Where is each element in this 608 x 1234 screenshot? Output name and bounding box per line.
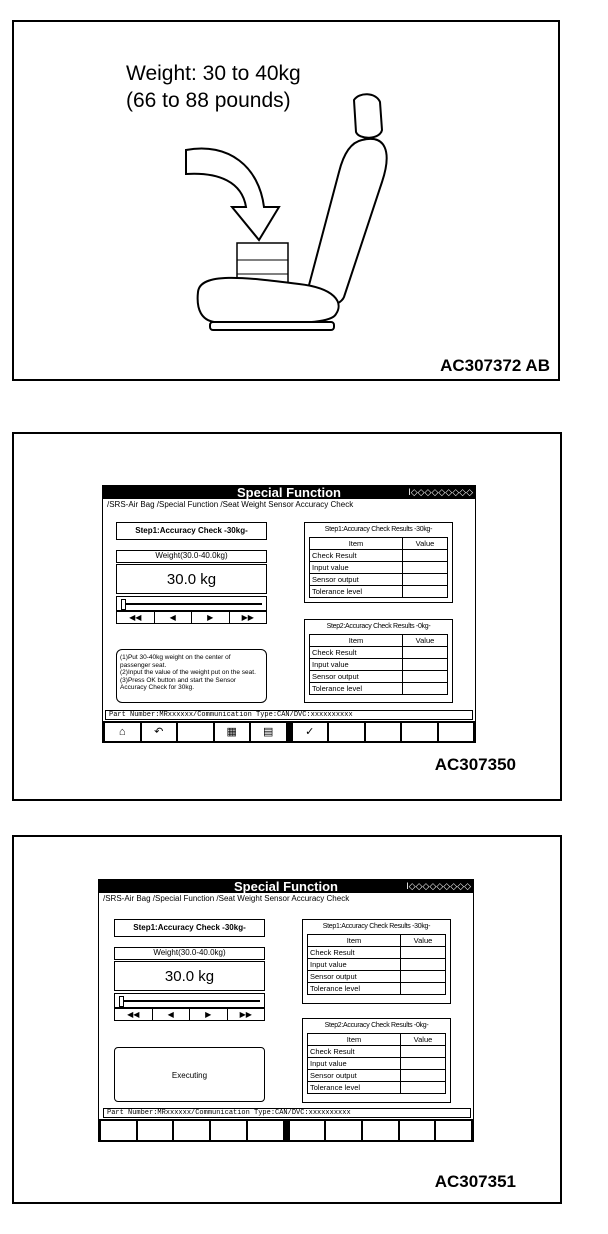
weight-line1: Weight: 30 to 40kg [126, 62, 301, 85]
weight-input[interactable]: 30.0 kg [116, 564, 267, 594]
results-step2-table [309, 634, 448, 695]
empty-button[interactable] [366, 723, 401, 741]
seat-illustration [14, 22, 562, 383]
table-row [310, 683, 448, 695]
title-bar [103, 486, 475, 499]
fast-back-button[interactable]: ◀◀ [117, 612, 155, 623]
table-row [310, 586, 448, 598]
help-button[interactable] [251, 723, 286, 741]
results-step1 [302, 919, 451, 1004]
home-button[interactable] [105, 723, 140, 741]
col-item: Item [310, 538, 403, 550]
mut-screen [102, 485, 476, 743]
slider-track [121, 603, 262, 605]
slider-track [119, 1000, 260, 1002]
forward-button[interactable]: ▶ [192, 612, 230, 623]
row-value [401, 1046, 446, 1058]
row-value [401, 959, 446, 971]
toolbar-separator [288, 723, 291, 741]
weight-slider[interactable] [114, 993, 265, 1008]
forward-button[interactable]: ▶ [190, 1009, 228, 1020]
title-bar [99, 880, 473, 893]
col-item: Item [310, 635, 403, 647]
instruction-line: Accuracy Check for 30kg. [120, 684, 195, 691]
row-label: Input value [308, 1058, 401, 1070]
table-row [308, 1058, 446, 1070]
row-label: Check Result [308, 1046, 401, 1058]
empty-button[interactable] [326, 1121, 361, 1140]
results-step1-title: Step1:Accuracy Check Results -30kg- [322, 923, 431, 930]
row-value [401, 1070, 446, 1082]
table-row [310, 659, 448, 671]
breadcrumb[interactable]: /SRS-Air Bag /Special Function /Seat Weight Sensor Accuracy Check [107, 500, 354, 509]
row-value [401, 1082, 446, 1094]
instruction-line: passenger seat. [120, 661, 167, 669]
return-icon: ↶ [154, 726, 164, 738]
table-row [308, 1046, 446, 1058]
row-value [403, 683, 448, 695]
results-step1 [304, 522, 453, 603]
weight-label: Weight(30.0-40.0kg) [116, 550, 267, 563]
status-bar: Part Number:MRxxxxxx/Communication Type:CAN/DVC:xxxxxxxxxx [105, 710, 473, 720]
empty-button[interactable] [329, 723, 364, 741]
row-value [403, 550, 448, 562]
table-row [310, 647, 448, 659]
table-row [310, 574, 448, 586]
toolbar-separator [285, 1121, 288, 1140]
nav-buttons [116, 611, 267, 624]
row-label: Tolerance level [310, 586, 403, 598]
empty-button[interactable] [138, 1121, 173, 1140]
executing-label: Executing [171, 1071, 208, 1080]
back-button[interactable]: ◀ [153, 1009, 191, 1020]
weight-line2: (66 to 88 pounds) [126, 89, 291, 112]
row-value [403, 586, 448, 598]
row-value [403, 659, 448, 671]
mut-screen [98, 879, 474, 1142]
screen-title: Special Function [236, 485, 341, 500]
col-value: Value [403, 538, 448, 550]
results-step2 [304, 619, 453, 703]
row-value [401, 971, 446, 983]
title-code: I◇◇◇◇◇◇◇◇◇ [406, 881, 471, 891]
results-step1-table [307, 934, 446, 995]
fast-forward-button[interactable]: ▶▶ [241, 613, 254, 622]
fast-back-button[interactable]: ◀◀ [115, 1009, 153, 1020]
document-icon: ▤ [263, 726, 274, 738]
col-item: Item [308, 935, 401, 947]
row-value [401, 983, 446, 995]
results-step1-table [309, 537, 448, 598]
step1-button[interactable]: Step1:Accuracy Check -30kg- [114, 919, 265, 937]
row-label: Tolerance level [308, 1082, 401, 1094]
empty-button[interactable] [400, 1121, 435, 1140]
nav-buttons [114, 1008, 265, 1021]
breadcrumb[interactable]: /SRS-Air Bag /Special Function /Seat Weight Sensor Accuracy Check [103, 894, 350, 903]
row-value [401, 947, 446, 959]
row-label: Tolerance level [308, 983, 401, 995]
return-button[interactable] [142, 723, 177, 741]
step1-button[interactable]: Step1:Accuracy Check -30kg- [116, 522, 267, 540]
ok-button[interactable] [293, 723, 328, 741]
instruction-line: (3)Press OK button and start the Sensor [120, 676, 236, 684]
row-label: Sensor output [310, 671, 403, 683]
figure-code: AC307372 AB [440, 356, 550, 375]
figure-screen-executing [12, 835, 562, 1204]
weight-label: Weight(30.0-40.0kg) [114, 947, 265, 960]
screen-title: Special Function [233, 879, 338, 894]
row-value [403, 647, 448, 659]
table-row [308, 983, 446, 995]
results-step2-table [307, 1033, 446, 1094]
figure-code: AC307351 [434, 1172, 516, 1191]
empty-button[interactable] [439, 723, 474, 741]
col-value: Value [401, 1034, 446, 1046]
instruction-line: (2)Input the value of the weight put on the seat. [120, 669, 256, 676]
instruction-line: (1)Put 30-40kg weight on the center of [120, 654, 231, 661]
row-label: Tolerance level [310, 683, 403, 695]
figure-screen-input [12, 432, 562, 801]
empty-button[interactable] [363, 1121, 398, 1140]
instructions [116, 649, 267, 703]
printer-icon: ▦ [226, 726, 237, 738]
results-step1-title: Step1:Accuracy Check Results -30kg- [324, 526, 433, 533]
row-value [403, 671, 448, 683]
results-step2-title: Step2:Accuracy Check Results -0kg- [326, 623, 431, 630]
row-value [403, 574, 448, 586]
table-row [310, 562, 448, 574]
empty-button[interactable] [290, 1121, 325, 1140]
col-value: Value [401, 935, 446, 947]
empty-button[interactable] [101, 1121, 136, 1140]
results-step2-title: Step2:Accuracy Check Results -0kg- [324, 1022, 429, 1029]
checkmark-icon: ✓ [305, 726, 315, 738]
row-label: Check Result [310, 647, 403, 659]
empty-button[interactable] [402, 723, 437, 741]
row-label: Check Result [308, 947, 401, 959]
col-item: Item [308, 1034, 401, 1046]
row-label: Input value [308, 959, 401, 971]
col-value: Value [403, 635, 448, 647]
weight-input[interactable]: 30.0 kg [114, 961, 265, 991]
table-row [308, 971, 446, 983]
empty-button[interactable] [178, 723, 213, 741]
title-code: I◇◇◇◇◇◇◇◇◇ [408, 487, 473, 497]
executing-panel [114, 1047, 265, 1102]
figure-seat-weight [12, 20, 560, 381]
fast-forward-button[interactable]: ▶▶ [239, 1010, 252, 1019]
bottom-toolbar [103, 721, 475, 743]
print-button[interactable] [215, 723, 250, 741]
slider-thumb[interactable] [121, 599, 126, 610]
row-label: Input value [310, 562, 403, 574]
row-label: Sensor output [308, 1070, 401, 1082]
table-row [308, 1070, 446, 1082]
empty-button[interactable] [436, 1121, 471, 1140]
table-row [310, 671, 448, 683]
row-label: Input value [310, 659, 403, 671]
status-bar: Part Number:MRxxxxxx/Communication Type:CAN/DVC:xxxxxxxxxx [103, 1108, 471, 1118]
table-row [308, 959, 446, 971]
table-row [310, 550, 448, 562]
empty-button[interactable] [211, 1121, 246, 1140]
bottom-toolbar [99, 1119, 473, 1142]
home-icon: ⌂ [118, 726, 126, 738]
figure-code: AC307350 [434, 755, 516, 774]
row-value [401, 1058, 446, 1070]
results-step2 [302, 1018, 451, 1103]
empty-button[interactable] [174, 1121, 209, 1140]
back-button[interactable]: ◀ [155, 612, 193, 623]
slider-thumb[interactable] [119, 996, 124, 1007]
empty-button[interactable] [248, 1121, 283, 1140]
row-value [403, 562, 448, 574]
row-label: Check Result [310, 550, 403, 562]
row-label: Sensor output [310, 574, 403, 586]
table-row [308, 947, 446, 959]
row-label: Sensor output [308, 971, 401, 983]
table-row [308, 1082, 446, 1094]
weight-slider[interactable] [116, 596, 267, 611]
